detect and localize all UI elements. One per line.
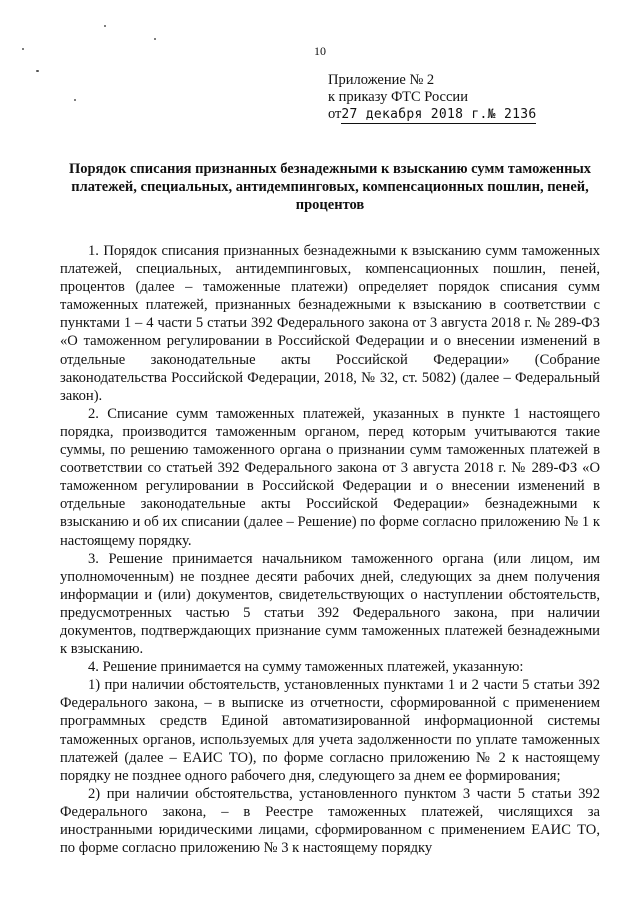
scan-speck: [104, 25, 106, 27]
paragraph-3: 3. Решение принимается начальником таможенного органа (или лицом, им уполномоченным) не позднее десяти рабочих дней, следующих за днем получения информации и (или) документов, свидетельствующих о наступлении обстоятельств, предусмотренных частью 5 статьи 392 Федерального закона, при наличии документов, подтверждающих признание сумм таможенных платежей безнадежными к взысканию.: [60, 550, 600, 658]
document-body: [60, 242, 600, 857]
scan-speck: [154, 38, 156, 40]
page-number: 10: [314, 44, 326, 58]
paragraph-4-item-1: 1) при наличии обстоятельств, установленных пунктами 1 и 2 части 5 статьи 392 Федерального закона, – в выписке из отчетности, сформированной с применением программных средств Единой автоматизированной информационной системы таможенных органов, используемых для учета задолженности по уплате таможенных платежей (далее – ЕАИС ТО), по форме согласно приложению № 2 к настоящему порядку не позднее одного рабочего дня, следующего за днем ее формирования;: [60, 677, 600, 784]
paragraph-1: 1. Порядок списания признанных безнадежными к взысканию сумм таможенных платежей, специальных, антидемпинговых, компенсационных пошлин, пеней, процентов (далее – таможенные платежи) определяет порядок списания сумм таможенных платежей, признанных безнадежными к взысканию в соответствии с пунктами 1 – 4 части 5 статьи 392 Федерального закона от 3 августа 2018 г. № 289-ФЗ «О таможенном регулировании в Российской Федерации и о внесении изменений в отдельные законодательные акты Российской Федерации» (Собрание законодательства Российской Федерации, 2018, № 32, ст. 5082) (далее – Федеральный закон).: [60, 243, 600, 404]
appendix-number: Приложение № 2: [328, 72, 435, 88]
paragraph-2: 2. Списание сумм таможенных платежей, указанных в пункте 1 настоящего порядка, производится таможенным органом, перед которым учитываются такие суммы, по решению таможенного органа о признании сумм таможенных платежей в соответствии со статьей 392 Федерального закона от 3 августа 2018 г. № 289-ФЗ «О таможенном регулировании в Российской Федерации и о внесении изменений в отдельные законодательные акты Российской Федерации» безнадежными к взысканию и об их списании (далее – Решение) по форме согласно приложению № 1 к настоящему порядку.: [60, 405, 600, 549]
paragraph-4: 4. Решение принимается на сумму таможенных платежей, указанную:: [88, 659, 524, 676]
appendix-order-date-line: [328, 106, 536, 123]
appendix-order-reference: к приказу ФТС России: [328, 89, 468, 105]
appendix-date-prefix: от: [328, 106, 342, 122]
paragraph-4-item-2: 2) при наличии обстоятельства, установленного пунктом 3 части 5 статьи 392 Федерального закона, – в Реестре таможенных платежей, числящихся за иностранными юридическими лицами, сформированном с применением ЕАИС ТО, по форме согласно приложению № 3 к настоящему порядку: [60, 785, 600, 857]
order-date-number-stamp: 27 декабря 2018 г.№ 2136: [341, 107, 537, 122]
appendix-header: [328, 72, 536, 123]
scan-speck: [74, 99, 76, 101]
scan-speck: [36, 70, 39, 72]
document-title: Порядок списания признанных безнадежными к взысканию сумм таможенных платежей, специальных, антидемпинговых, компенсационных пошлин, пеней, процентов: [68, 161, 592, 213]
